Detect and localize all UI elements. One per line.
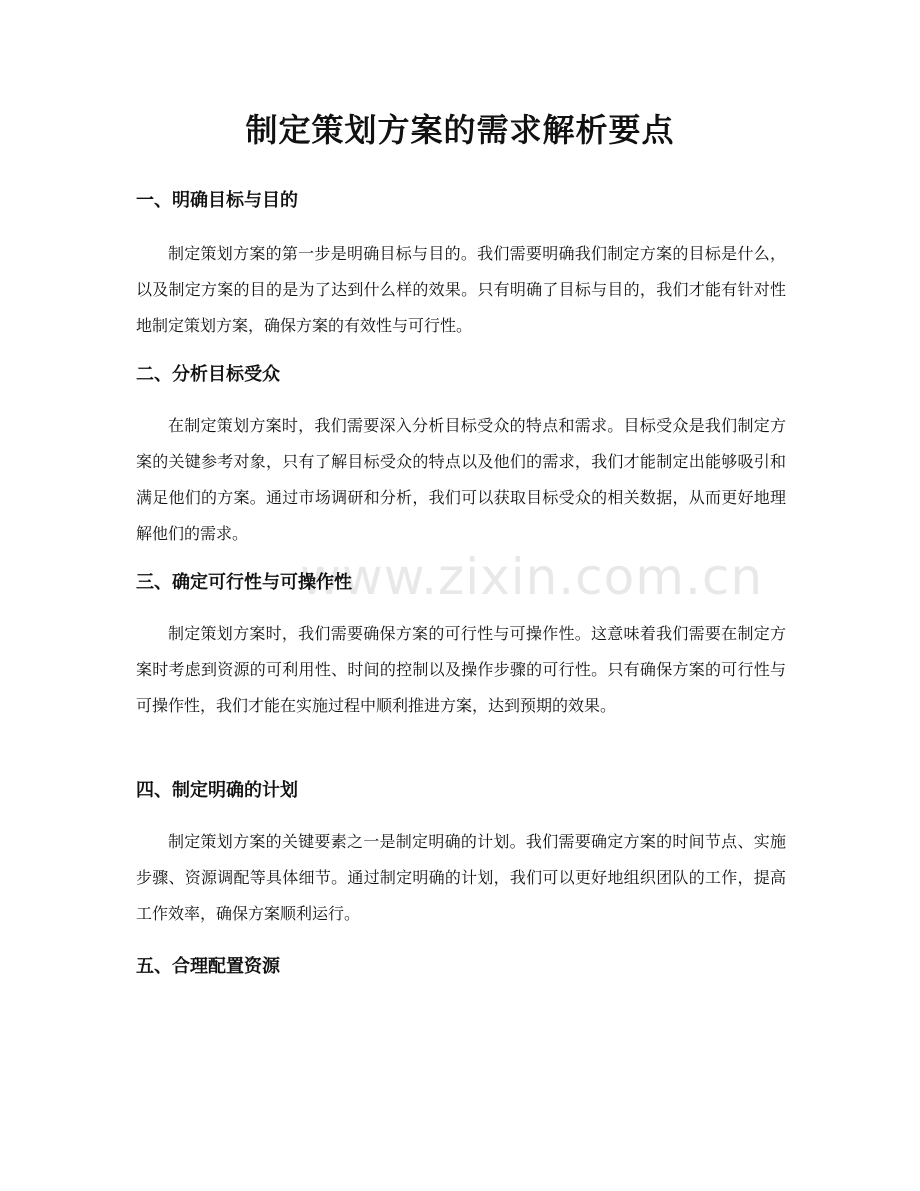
section-heading-4: 四、制定明确的计划: [136, 780, 298, 801]
section-paragraph-1: 制定策划方案的第一步是明确目标与目的。我们需要明确我们制定方案的目标是什么，以及制定方案的目的是为了达到什么样的效果。只有明确了目标与目的，我们才能有针对性地制定策划方案，确保方案的有效性与可行性。: [136, 244, 786, 335]
section-paragraph-2: 在制定策划方案时，我们需要深入分析目标受众的特点和需求。目标受众是我们制定方案的关键参考对象，只有了解目标受众的特点以及他们的需求，我们才能制定出能够吸引和满足他们的方案。通过市场调研和分析，我们可以获取目标受众的相关数据，从而更好地理解他们的需求。: [136, 416, 786, 543]
section-heading-2: 二、分析目标受众: [136, 364, 280, 385]
section-heading-3: 三、确定可行性与可操作性: [136, 572, 352, 593]
section-heading-5: 五、合理配置资源: [136, 956, 280, 977]
section-paragraph-4: 制定策划方案的关键要素之一是制定明确的计划。我们需要确定方案的时间节点、实施步骤、资源调配等具体细节。通过制定明确的计划，我们可以更好地组织团队的工作，提高工作效率，确保方案顺利运行。: [136, 832, 786, 923]
section-paragraph-3: 制定策划方案时，我们需要确保方案的可行性与可操作性。这意味着我们需要在制定方案时考虑到资源的可利用性、时间的控制以及操作步骤的可行性。只有确保方案的可行性与可操作性，我们才能在实施过程中顺利推进方案，达到预期的效果。: [136, 624, 786, 715]
watermark-text: www.zixin.com.cn: [300, 548, 764, 606]
section-heading-1: 一、明确目标与目的: [136, 190, 298, 211]
page-title: 制定策划方案的需求解析要点: [245, 111, 675, 149]
